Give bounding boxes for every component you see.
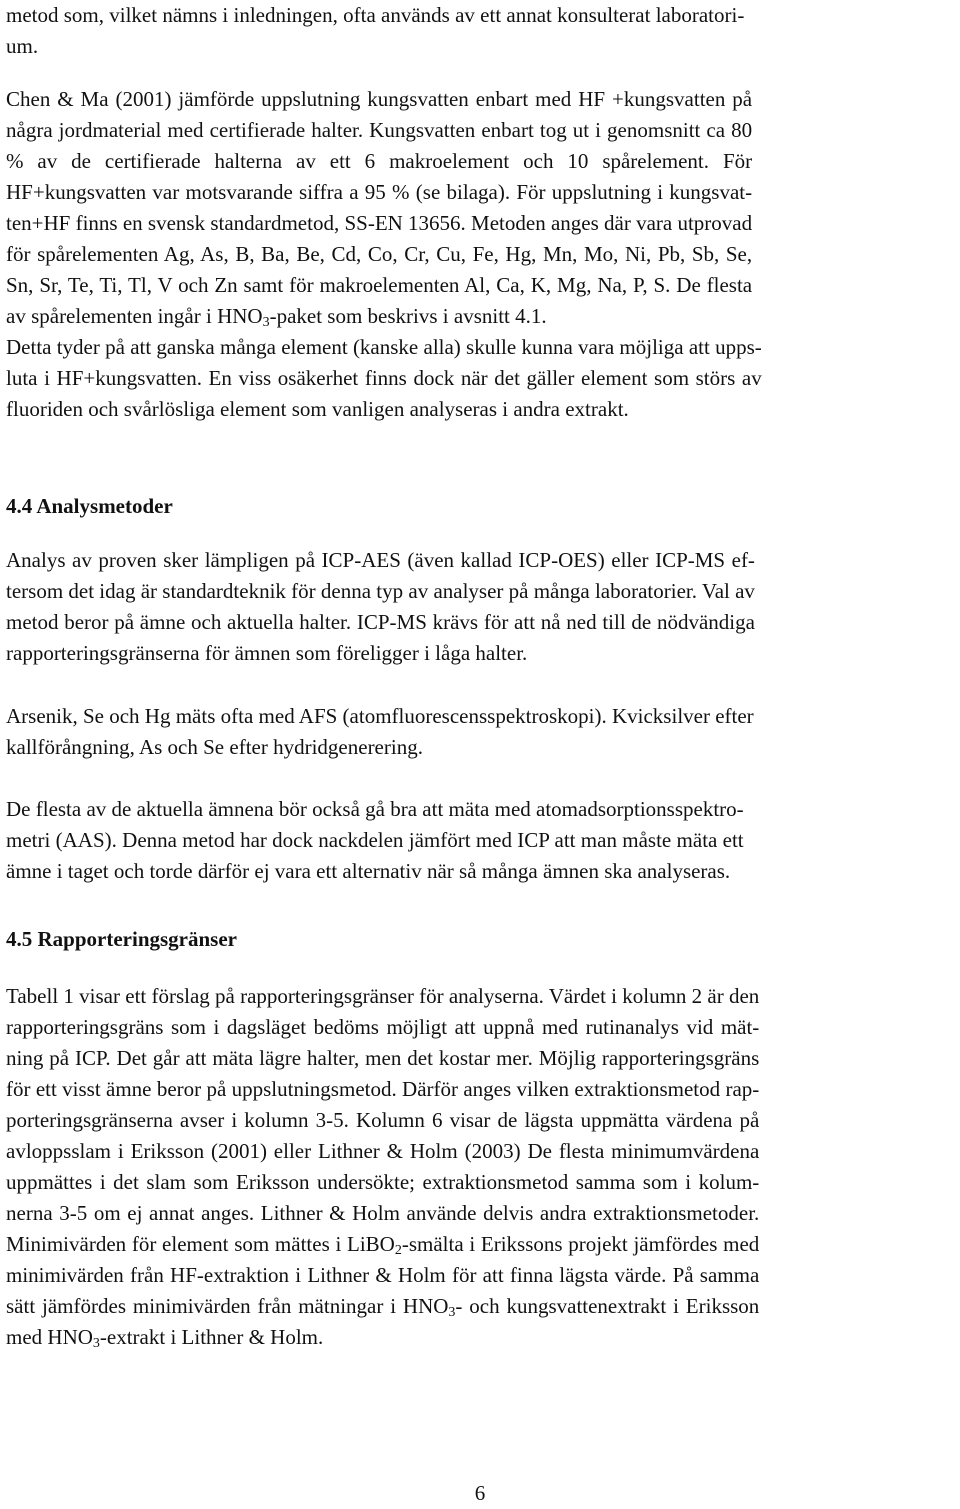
text-line — [6, 301, 752, 332]
text-line: för spårelementen Ag, As, B, Ba, Be, Cd, Co, Cr, Cu, Fe, Hg, Mn, Mo, Ni, Pb, Sb, Se, — [6, 242, 753, 266]
text-segment: av spårelementen ingår i HNO — [6, 304, 263, 328]
text-line: metod beror på ämne och aktuella halter. ICP-MS krävs för att nå ned till de nödvändiga — [6, 610, 755, 634]
text-line: Analys av proven sker lämpligen på ICP-AES (även kallad ICP-OES) eller ICP-MS ef- — [6, 548, 755, 572]
text-line: minimivärden från HF-extraktion i Lithner & Holm för att finna lägsta värde. På samma — [6, 1263, 760, 1287]
paragraph-icp — [6, 545, 755, 669]
text-line: kallförångning, As och Se efter hydridgenerering. — [6, 735, 423, 759]
text-line: nerna 3-5 om ej annat anges. Lithner & Holm använde delvis andra extraktionsmetoder. — [6, 1201, 760, 1225]
text-line: uppmättes i det slam som Eriksson undersökte; extraktionsmetod samma som i kolum- — [6, 1170, 760, 1194]
text-line: ten+HF finns en svensk standardmetod, SS-EN 13656. Metoden anges där vara utprovad — [6, 211, 753, 235]
text-line: rapporteringsgräns som i dagsläget bedöms möjligt att uppnå med rutinanalys vid mät- — [6, 1015, 760, 1039]
text-line: Sn, Sr, Te, Ti, Tl, V och Zn samt för makroelementen Al, Ca, K, Mg, Na, P, S. De flesta — [6, 273, 753, 297]
text-line: Tabell 1 visar ett förslag på rapporteringsgränser för analyserna. Värdet i kolumn 2 är den — [6, 984, 760, 1008]
text-line: De flesta av de aktuella ämnena bör också gå bra att mäta med atomadsorptionsspektro- — [6, 797, 744, 821]
text-line: um. — [6, 34, 39, 58]
section-heading-analysmetoder: 4.4 Analysmetoder — [6, 494, 173, 518]
text-line: några jordmaterial med certifierade halter. Kungsvatten enbart tog ut i genomsnitt ca 80 — [6, 118, 753, 142]
text-line: ning på ICP. Det går att mäta lägre halter, men det kostar mer. Möjlig rapporteringsgräns — [6, 1046, 760, 1070]
subscript: 3 — [448, 1305, 456, 1320]
text-line: Arsenik, Se och Hg mäts ofta med AFS (atomfluorescensspektroskopi). Kvicksilver efter — [6, 704, 754, 728]
paragraph-tabell — [6, 981, 759, 1353]
text-line: luta i HF+kungsvatten. En viss osäkerhet finns dock när det gäller element som störs av — [6, 366, 762, 390]
text-line: % av de certifierade halterna av ett 6 makroelement och 10 spårelement. För — [6, 149, 753, 173]
paragraph-conclusion — [6, 332, 762, 425]
paragraph-afs — [6, 701, 754, 763]
text-segment: med HNO — [6, 1325, 93, 1349]
text-line: metod som, vilket nämns i inledningen, ofta används av ett annat konsulterat laboratori- — [6, 3, 745, 27]
page-number: 6 — [474, 1481, 486, 1505]
text-line: ämne i taget och torde därför ej vara ett alternativ när så många ämnen ska analyseras. — [6, 859, 731, 883]
paragraph-chen-ma — [6, 84, 752, 332]
paragraph-intro-continuation — [6, 0, 744, 62]
text-line: fluoriden och svårlösliga element som vanligen analyseras i andra extrakt. — [6, 397, 629, 421]
subscript: 3 — [92, 1336, 100, 1351]
text-line — [6, 1322, 759, 1353]
text-line: tersom det idag är standardteknik för denna typ av analyser på många laboratorier. Val av — [6, 579, 755, 603]
text-segment: -extrakt i Lithner & Holm. — [99, 1325, 324, 1349]
text-line: avloppsslam i Eriksson (2001) eller Lithner & Holm (2003) De flesta minimumvärdena — [6, 1139, 760, 1163]
text-line: för ett visst ämne beror på uppslutningsmetod. Därför anges vilken extraktionsmetod rap- — [6, 1077, 760, 1101]
text-segment: -paket som beskrivs i avsnitt 4.1. — [269, 304, 547, 328]
text-segment: Minimivärden för element som mättes i LiBO — [6, 1232, 395, 1256]
section-heading-rapporteringsgranser: 4.5 Rapporteringsgränser — [6, 927, 237, 951]
text-line — [6, 1229, 759, 1260]
text-segment: - och kungsvattenextrakt i Eriksson — [455, 1294, 760, 1318]
text-line: metri (AAS). Denna metod har dock nackdelen jämfört med ICP att man måste mäta ett — [6, 828, 744, 852]
subscript: 3 — [262, 315, 270, 330]
text-line: HF+kungsvatten var motsvarande siffra a 95 % (se bilaga). För uppslutning i kungsvat- — [6, 180, 753, 204]
paragraph-aas — [6, 794, 744, 887]
subscript: 2 — [394, 1243, 402, 1258]
text-line: Detta tyder på att ganska många element (kanske alla) skulle kunna vara möjliga att upps- — [6, 335, 762, 359]
text-segment: -smälta i Erikssons projekt jämfördes med — [401, 1232, 760, 1256]
text-line — [6, 1291, 759, 1322]
text-line: porteringsgränserna avser i kolumn 3-5. Kolumn 6 visar de lägsta uppmätta värdena på — [6, 1108, 760, 1132]
text-line: Chen & Ma (2001) jämförde uppslutning kungsvatten enbart med HF +kungsvatten på — [6, 87, 753, 111]
text-segment: sätt jämfördes minimivärden från mätningar i HNO — [6, 1294, 449, 1318]
text-line: rapporteringsgränserna för ämnen som föreligger i låga halter. — [6, 641, 528, 665]
